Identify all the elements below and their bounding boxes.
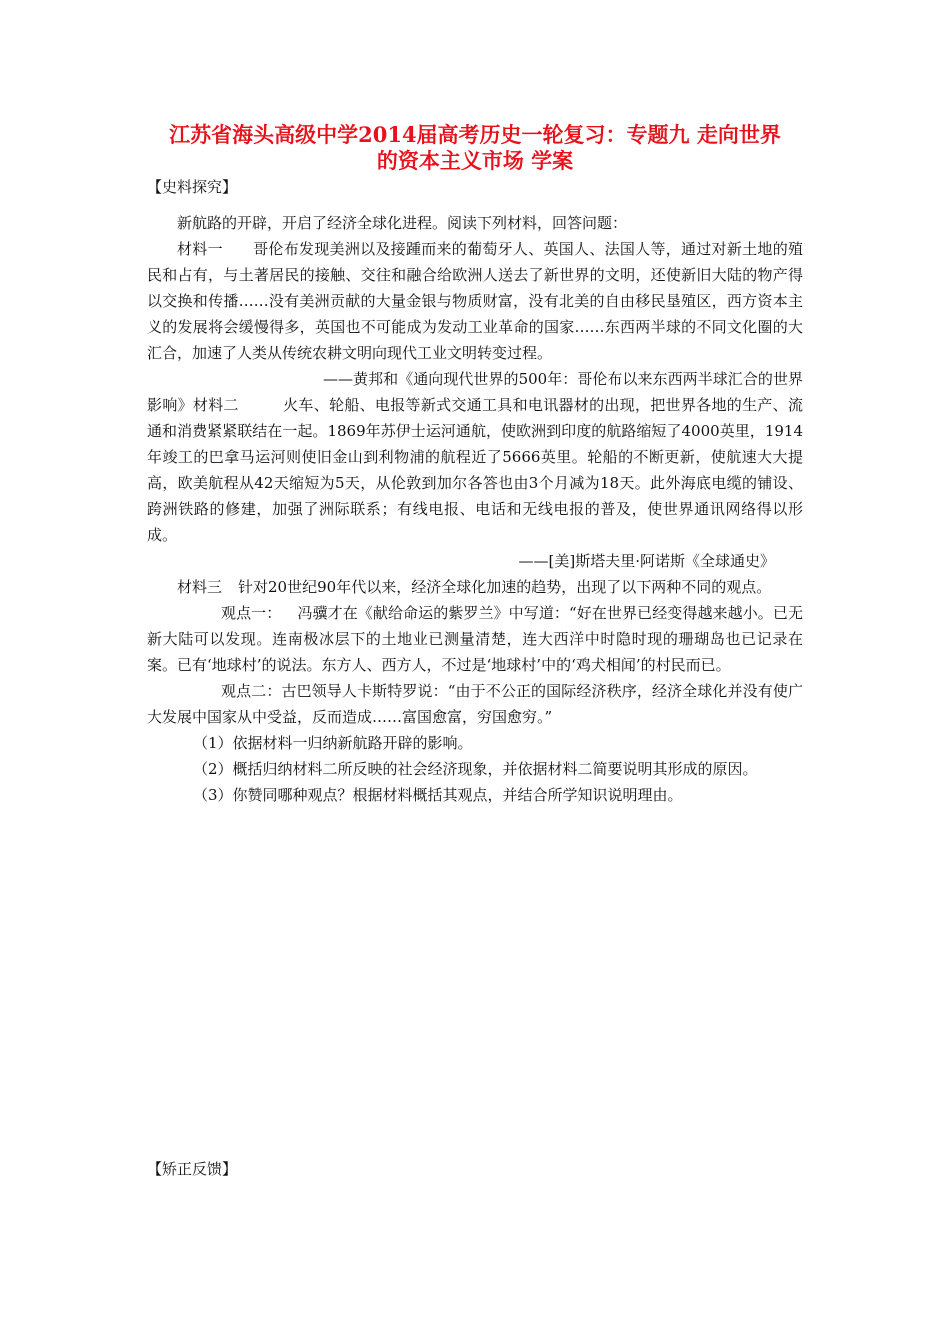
material-3-text: 针对20世纪90年代以来，经济全球化加速的趋势，出现了以下两种不同的观点。	[238, 578, 772, 596]
title-line-2: 的资本主义市场 学案	[376, 148, 574, 173]
view-1-label: 观点一：	[221, 604, 282, 622]
intro-paragraph: 新航路的开辟，开启了经济全球化进程。阅读下列材料，回答问题：	[177, 214, 628, 232]
view-1-paragraph	[147, 600, 803, 678]
view-2-label: 观点二：	[221, 682, 282, 700]
material-1-source-part-2: 响》	[162, 396, 193, 414]
material-1-paragraph	[147, 236, 803, 366]
material-2-text: 火车、轮船、电报等新式交通工具和电讯器材的出现，把世界各地的生产、流通和消费紧紧联结在一起。1869年苏伊士运河通航，使欧洲到印度的航路缩短了4000英里，1914年竣工的巴拿马运河则使旧金山到利物浦的航程近了5666英里。轮船的不断更新，使航速大大提高，欧美航程从42天缩短为5天，从伦敦到加尔各答也由3个月减为18天。此外海底电缆的铺设、跨洲铁路的修建，加强了洲际联系；有线电报、电话和无线电报的普及，使世界通讯网络得以形成。	[147, 396, 803, 544]
view-2-text: 古巴领导人卡斯特罗说：“由于不公正的国际经济秩序，经济全球化并没有使广大发展中国家从中受益，反而造成……富国愈富，穷国愈穷。”	[147, 682, 803, 726]
material-2-source: ——[美]斯塔夫里·阿诺斯《全球通史》	[518, 552, 775, 570]
material-3-paragraph	[147, 574, 803, 600]
section-heading-history-inquiry: 【史料探究】	[147, 178, 238, 196]
view-1-text: 冯骥才在《献给命运的紫罗兰》中写道：“好在世界已经变得越来越小。已无新大陆可以发现。连南极冰层下的土地业已测量清楚，连大西洋中时隐时现的珊瑚岛也已记录在案。已有‘地球村’的说法。东方人、西方人，不过是‘地球村’中的‘鸡犬相闻’的村民而已。	[147, 604, 803, 674]
title-line-1: 江苏省海头高级中学2014届高考历史一轮复习：专题九 走向世界	[169, 122, 781, 147]
view-2-paragraph	[147, 678, 803, 730]
question-3: （3）你赞同哪种观点？根据材料概括其观点，并结合所学知识说明理由。	[193, 786, 683, 804]
material-1-source-part-1: ——黄邦和《通向现代世界的500年：哥伦布以来东西两半球汇合的世界影	[147, 370, 803, 414]
document-title	[120, 122, 830, 174]
document-body	[147, 210, 803, 808]
material-1-2-paragraph	[147, 366, 803, 548]
material-1-label: 材料一	[177, 240, 223, 258]
question-2: （2）概括归纳材料二所反映的社会经济现象，并依据材料二简要说明其形成的原因。	[193, 760, 758, 778]
section-heading-feedback: 【矫正反馈】	[147, 1160, 238, 1178]
material-2-label: 材料二	[192, 396, 239, 414]
material-1-text: 哥伦布发现美洲以及接踵而来的葡萄牙人、英国人、法国人等，通过对新土地的殖民和占有，与土著居民的接触、交往和融合给欧洲人送去了新世界的文明，还使新旧大陆的物产得以交换和传播……没有美洲贡献的大量金银与物质财富，没有北美的自由移民垦殖区，西方资本主义的发展将会缓慢得多，英国也不可能成为发动工业革命的国家……东西两半球的不同文化圈的大汇合，加速了人类从传统农耕文明向现代工业文明转变过程。	[147, 240, 803, 362]
question-1: （1）依据材料一归纳新航路开辟的影响。	[193, 734, 473, 752]
material-3-label: 材料三	[177, 578, 223, 596]
